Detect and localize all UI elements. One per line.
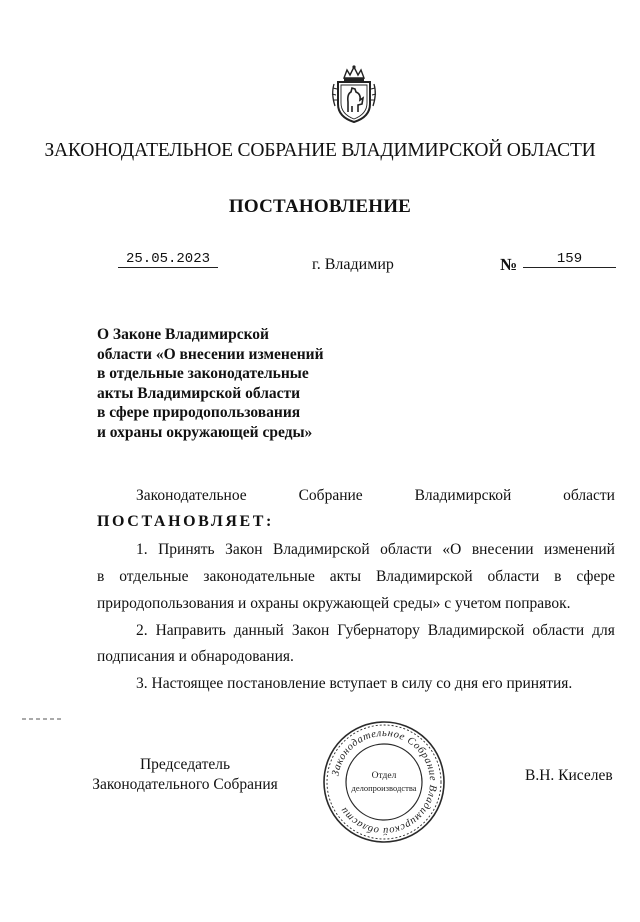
document-date: 25.05.2023 — [118, 251, 218, 268]
subject-line: в отдельные законодательные — [97, 365, 309, 382]
organization-title: ЗАКОНОДАТЕЛЬНОЕ СОБРАНИЕ ВЛАДИМИРСКОЙ ОБЛАСТИ — [44, 140, 596, 161]
subject-line: области «О внесении изменений — [97, 345, 324, 363]
word: Закон — [291, 622, 330, 639]
paragraph-2-line-1 — [136, 622, 615, 640]
word: для — [592, 622, 615, 639]
word: области — [532, 622, 585, 639]
intro-word: Собрание — [298, 487, 363, 504]
intro-line — [136, 487, 615, 505]
document-city: г. Владимир — [312, 256, 394, 273]
subject-line: акты Владимирской области — [97, 384, 301, 402]
word: Закон — [225, 541, 263, 558]
word: изменений — [544, 541, 615, 558]
scan-mark — [22, 718, 62, 720]
intro-word: Законодательное — [136, 487, 247, 504]
word: Владимирской — [272, 541, 370, 558]
word: области — [380, 541, 432, 558]
stamp-ring-text: Законодательное Собрание Владимирской области — [330, 727, 439, 837]
word: законодательные — [203, 568, 315, 585]
word: Губернатору — [337, 622, 420, 639]
word: внесении — [471, 541, 534, 558]
stamp-center-line: Отдел — [371, 771, 397, 781]
document-type-heading: ПОСТАНОВЛЕНИЕ — [228, 196, 412, 217]
decree-word: ПОСТАНОВЛЯЕТ: — [97, 513, 274, 530]
subject-line: в сфере природопользования — [97, 404, 301, 421]
word: Направить — [155, 622, 226, 639]
paragraph-2-line-2: подписания и обнародования. — [97, 648, 294, 665]
word: Владимирской — [427, 622, 525, 639]
coat-of-arms-emblem — [330, 64, 378, 124]
word: Принять — [158, 541, 215, 558]
paragraph-1-line-3: природопользования и охраны окружающей среды» с учетом поправок. — [97, 595, 571, 612]
signatory-title-line: Законодательного Собрания — [92, 775, 278, 793]
paragraph-1-line-2 — [97, 568, 615, 586]
signatory-title — [80, 755, 290, 794]
word: в — [97, 568, 105, 585]
stamp-center-line: делопроизводства — [351, 783, 417, 793]
word: сфере — [576, 568, 615, 585]
word: отдельные — [119, 568, 189, 585]
number-sign: № — [500, 255, 518, 274]
signatory-title-line: Председатель — [139, 756, 231, 773]
paragraph-3: 3. Настоящее постановление вступает в силу со дня его принятия. — [136, 675, 573, 692]
subject-line: и охраны окружающей среды» — [97, 423, 313, 441]
word: области — [487, 568, 540, 585]
official-stamp — [320, 718, 448, 846]
intro-word: области — [563, 487, 615, 504]
word: акты — [329, 568, 362, 585]
document-number: 159 — [523, 251, 616, 268]
word: 2. — [136, 622, 148, 639]
word: Владимирской — [375, 568, 473, 585]
word: в — [554, 568, 562, 585]
intro-word: Владимирской — [414, 487, 512, 504]
subject-line: О Законе Владимирской — [97, 326, 269, 343]
paragraph-1-line-1 — [136, 541, 615, 559]
word: «О — [442, 541, 462, 558]
word: 1. — [136, 541, 148, 558]
document-subject — [97, 325, 357, 442]
word: данный — [233, 622, 284, 639]
signatory-name: В.Н. Киселев — [525, 767, 613, 784]
